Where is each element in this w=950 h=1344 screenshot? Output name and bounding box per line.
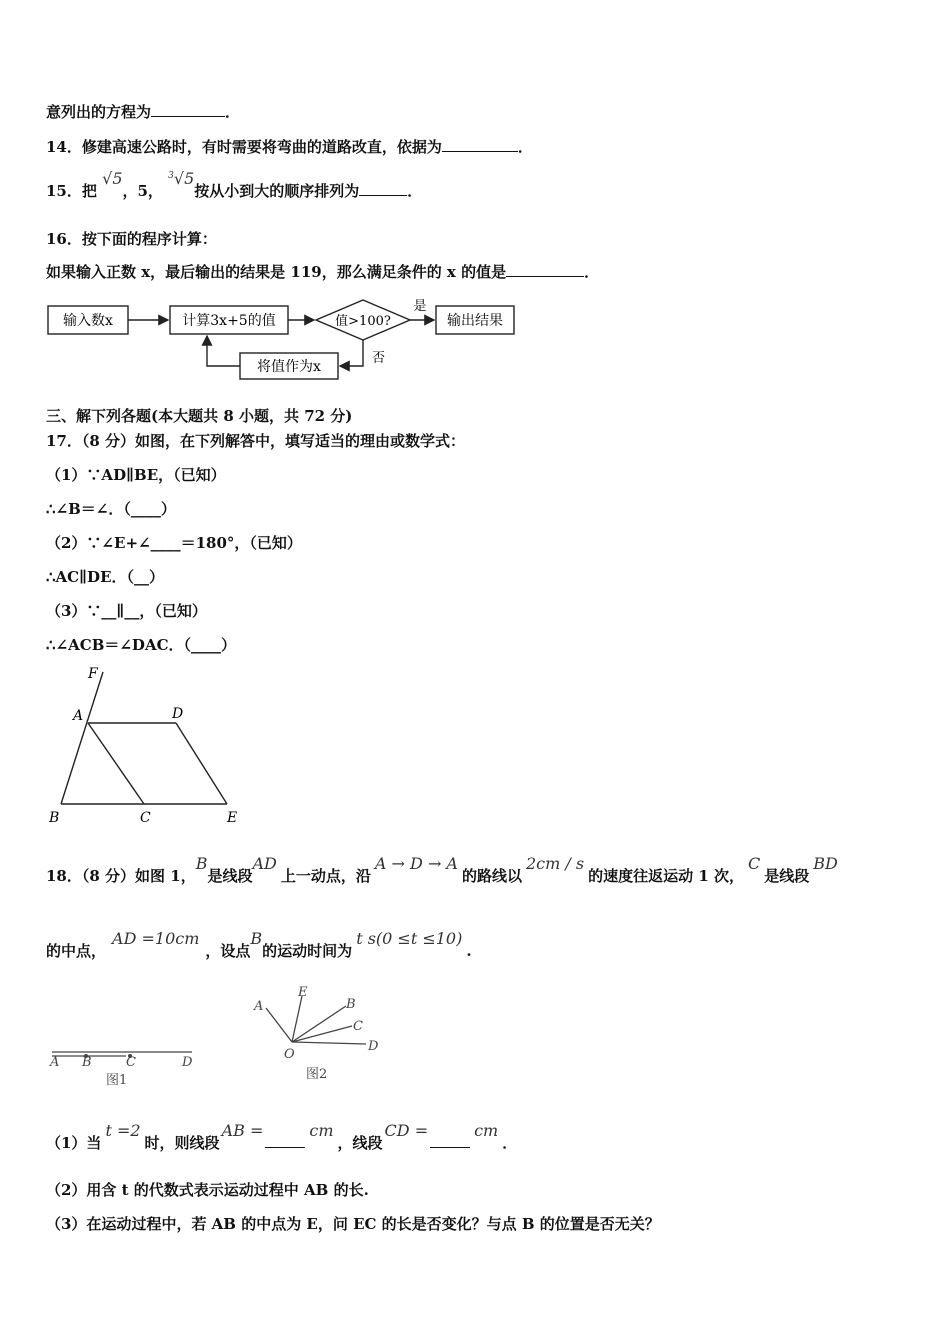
question-14: 14．修建高速公路时，有时需要将弯曲的道路改直，依据为 ． (46, 138, 533, 156)
flow-yes: 是 (413, 299, 427, 314)
fig2-label-B: B (346, 997, 356, 1012)
question-17-line-6: ∴∠ACB＝∠DAC．（____） (46, 636, 237, 654)
question-18-sub-2: （2）用含 t 的代数式表示运动过程中 AB 的长. (46, 1181, 369, 1199)
q18-figure-2 (248, 980, 388, 1086)
fig1-label-B: B (82, 1055, 92, 1070)
fig1-label-D: D (182, 1055, 193, 1070)
label-E: E (227, 810, 238, 826)
label-B: B (49, 810, 60, 826)
label-F: F (88, 666, 98, 682)
answer-blank[interactable] (359, 181, 407, 196)
question-17-line-4: ∴AC∥DE．（__） (46, 568, 165, 586)
question-16-title: 16．按下面的程序计算： (46, 230, 217, 248)
fig2-label-E: E (298, 985, 308, 1000)
q18-figure-1 (46, 1040, 206, 1090)
fig1-label-C: C (126, 1055, 136, 1070)
sqrt-five: √5 (102, 169, 123, 188)
program-flowchart (44, 294, 524, 386)
question-15: 15．把 √5，5， $^3$√5按从小到大的顺序排列为 ． (46, 169, 423, 200)
flow-condition: 值>100? (335, 314, 391, 329)
section-3-heading: 三、解下列各题(本大题共 8 小题，共 72 分) (46, 407, 353, 425)
cube-root-five: $^3$√5 (168, 169, 195, 188)
fig2-label-D: D (368, 1039, 379, 1054)
flow-input: 输入数x (63, 313, 113, 329)
fig2-caption: 图2 (306, 1067, 328, 1082)
question-17-line-1: （1）∵AD∥BE，（已知） (46, 466, 226, 484)
q13-tail: 意列出的方程为 ． (46, 103, 241, 121)
label-D: D (172, 706, 184, 722)
question-18-sub-3: （3）在运动过程中，若 AB 的中点为 E，问 EC 的长是否变化？与点 B 的位置是否无关？ (46, 1215, 660, 1233)
question-17-line-2: ∴∠B＝∠．（____） (46, 500, 176, 518)
question-17-line-5: （3）∵__∥__，（已知） (46, 602, 207, 620)
fig1-label-A: A (50, 1055, 60, 1070)
flow-compute: 计算3x+5的值 (182, 313, 276, 329)
flow-no: 否 (372, 351, 386, 366)
fig2-label-O: O (284, 1047, 295, 1062)
label-A: A (73, 708, 84, 724)
answer-blank[interactable] (506, 262, 584, 277)
question-18-sub-1: （1）当t =2时，则线段AB = cm，线段CD = cm． (46, 1121, 518, 1152)
flow-assign: 将值作为x (257, 359, 321, 375)
flow-output: 输出结果 (447, 313, 503, 329)
q17-figure (44, 664, 254, 830)
question-18-line-2: 的中点，AD =10cm，设点B的运动时间为t s(0 ≤t ≤10). (46, 929, 472, 960)
question-17-header: 17．（8 分）如图，在下列解答中，填写适当的理由或数学式： (46, 432, 466, 450)
fig1-caption: 图1 (106, 1073, 128, 1088)
label-C: C (140, 810, 151, 826)
answer-blank[interactable] (151, 102, 225, 117)
question-17-line-3: （2）∵∠E+∠____＝180°，（已知） (46, 534, 302, 552)
answer-blank[interactable] (430, 1133, 470, 1148)
answer-blank[interactable] (265, 1133, 305, 1148)
answer-blank[interactable] (442, 137, 518, 152)
question-18-line-1: 18．（8 分）如图 1，B是线段AD上一动点，沿A → D → A的路线以2cm / s的速度往返运动 1 次，C是线段BD (46, 854, 838, 885)
fig2-label-A: A (254, 999, 264, 1014)
fig2-label-C: C (353, 1019, 363, 1034)
question-16-line: 如果输入正数 x，最后输出的结果是 119，那么满足条件的 x 的值是 ． (46, 263, 600, 281)
